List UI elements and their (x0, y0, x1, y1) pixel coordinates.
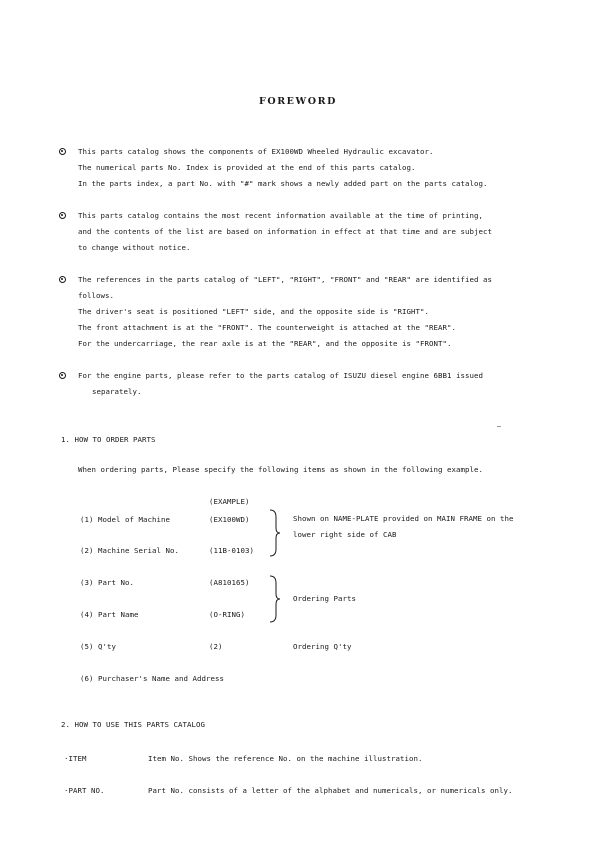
para3-line-5: For the undercarriage, the rear axle is at the "REAR", and the opposite is "FRONT". (78, 339, 452, 348)
right-brace-icon (268, 575, 282, 623)
para1-line-2: The numerical parts No. Index is provided at the end of this parts catalog. (78, 163, 416, 172)
item-label-3: (3) Part No. (80, 578, 134, 587)
note-qty: Ordering Q'ty (293, 642, 352, 651)
section1-intro: When ordering parts, Please specify the following items as shown in the following example. (78, 465, 483, 474)
para3-line-3: The driver's seat is positioned "LEFT" side, and the opposite side is "RIGHT". (78, 307, 429, 316)
item-value-4: (O-RING) (209, 610, 245, 619)
para3-line-2: follows. (78, 291, 114, 300)
para3-line-4: The front attachment is at the "FRONT". The counterweight is attached at the "REAR". (78, 323, 456, 332)
item-label-6: (6) Purchaser's Name and Address (80, 674, 224, 683)
item-value-3: (A810165) (209, 578, 250, 587)
example-label: (EXAMPLE) (209, 497, 250, 506)
term-item: ·ITEM (64, 754, 87, 763)
para1-line-1: This parts catalog shows the components of EX100WD Wheeled Hydraulic excavator. (78, 147, 434, 156)
bullet-icon (59, 212, 66, 219)
para4-line-1: For the engine parts, please refer to the parts catalog of ISUZU diesel engine 6BB1 issued (78, 371, 483, 380)
scan-mark (497, 426, 501, 427)
term-part-no: ·PART NO. (64, 786, 105, 795)
para1-line-3: In the parts index, a part No. with "#" mark shows a newly added part on the parts catalog. (78, 179, 488, 188)
item-label-1: (1) Model of Machine (80, 515, 170, 524)
bullet-icon (59, 276, 66, 283)
section2-heading: 2. HOW TO USE THIS PARTS CATALOG (61, 720, 205, 729)
page-title: FOREWORD (258, 96, 338, 107)
para2-line-3: to change without notice. (78, 243, 191, 252)
item-value-1: (EX100WD) (209, 515, 250, 524)
bullet-icon (59, 148, 66, 155)
item-label-2: (2) Machine Serial No. (80, 546, 179, 555)
desc-part-no: Part No. consists of a letter of the alphabet and numericals, or numericals only. (148, 786, 513, 795)
bullet-icon (59, 372, 66, 379)
para4-line-2: separately. (92, 387, 142, 396)
item-label-4: (4) Part Name (80, 610, 139, 619)
section1-heading: 1. HOW TO ORDER PARTS (61, 435, 156, 444)
note-ordering-parts: Ordering Parts (293, 594, 356, 603)
right-brace-icon (268, 509, 282, 557)
para2-line-1: This parts catalog contains the most recent information available at the time of printing, (78, 211, 483, 220)
item-value-5: (2) (209, 642, 223, 651)
para3-line-1: The references in the parts catalog of "LEFT", "RIGHT", "FRONT" and "REAR" are identified as (78, 275, 492, 284)
note-machine-line-1: Shown on NAME-PLATE provided on MAIN FRAME on the (293, 514, 514, 523)
item-label-5: (5) Q'ty (80, 642, 116, 651)
item-value-2: (11B-0103) (209, 546, 254, 555)
note-machine-line-2: lower right side of CAB (293, 530, 397, 539)
para2-line-2: and the contents of the list are based on information in effect at that time and are subject (78, 227, 492, 236)
desc-item: Item No. Shows the reference No. on the machine illustration. (148, 754, 423, 763)
